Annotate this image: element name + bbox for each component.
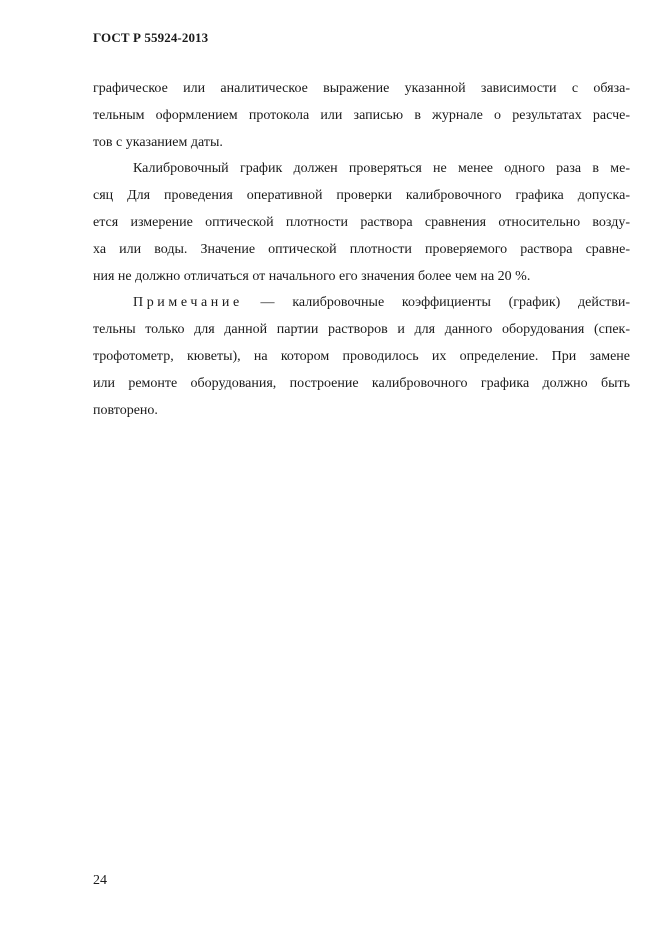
text-line: графическое или аналитическое выражение указанной зависимости с обяза- (93, 81, 630, 96)
paragraph-note (93, 290, 630, 424)
page-number: 24 (93, 873, 107, 888)
text-line: тельны только для данной партии растворов и для данного оборудования (спек- (93, 322, 630, 338)
paragraph-calibration-check (93, 156, 630, 290)
note-first-line-text: — калибровочные коэффициенты (график) действи- (242, 295, 630, 311)
text-line: ха или воды. Значение оптической плотности проверяемого раствора сравне- (93, 241, 630, 257)
paragraph-calculation-record (93, 76, 630, 156)
text-line: тельным оформлением протокола или записью в журнале о результатах расче- (93, 107, 630, 123)
standard-header: ГОСТ Р 55924-2013 (93, 30, 209, 45)
text-line: трофотометр, кюветы), на котором проводилось их определение. При замене (93, 348, 630, 364)
text-line: сяц Для проведения оперативной проверки калибровочного графика допуска- (93, 188, 630, 204)
text-line: повторено. (93, 402, 158, 418)
body-text (93, 76, 630, 424)
text-line: Калибровочный график должен проверяться не менее одного раза в ме- (133, 161, 630, 177)
text-line: ния не должно отличаться от начального его значения более чем на 20 %. (93, 268, 531, 284)
note-label: Примечание (133, 295, 243, 311)
note-first-line (93, 290, 630, 317)
text-line: или ремонте оборудования, построение калибровочного графика должно быть (93, 375, 630, 391)
text-line: тов с указанием даты. (93, 134, 223, 150)
text-line: ется измерение оптической плотности раствора сравнения относительно возду- (93, 214, 630, 230)
